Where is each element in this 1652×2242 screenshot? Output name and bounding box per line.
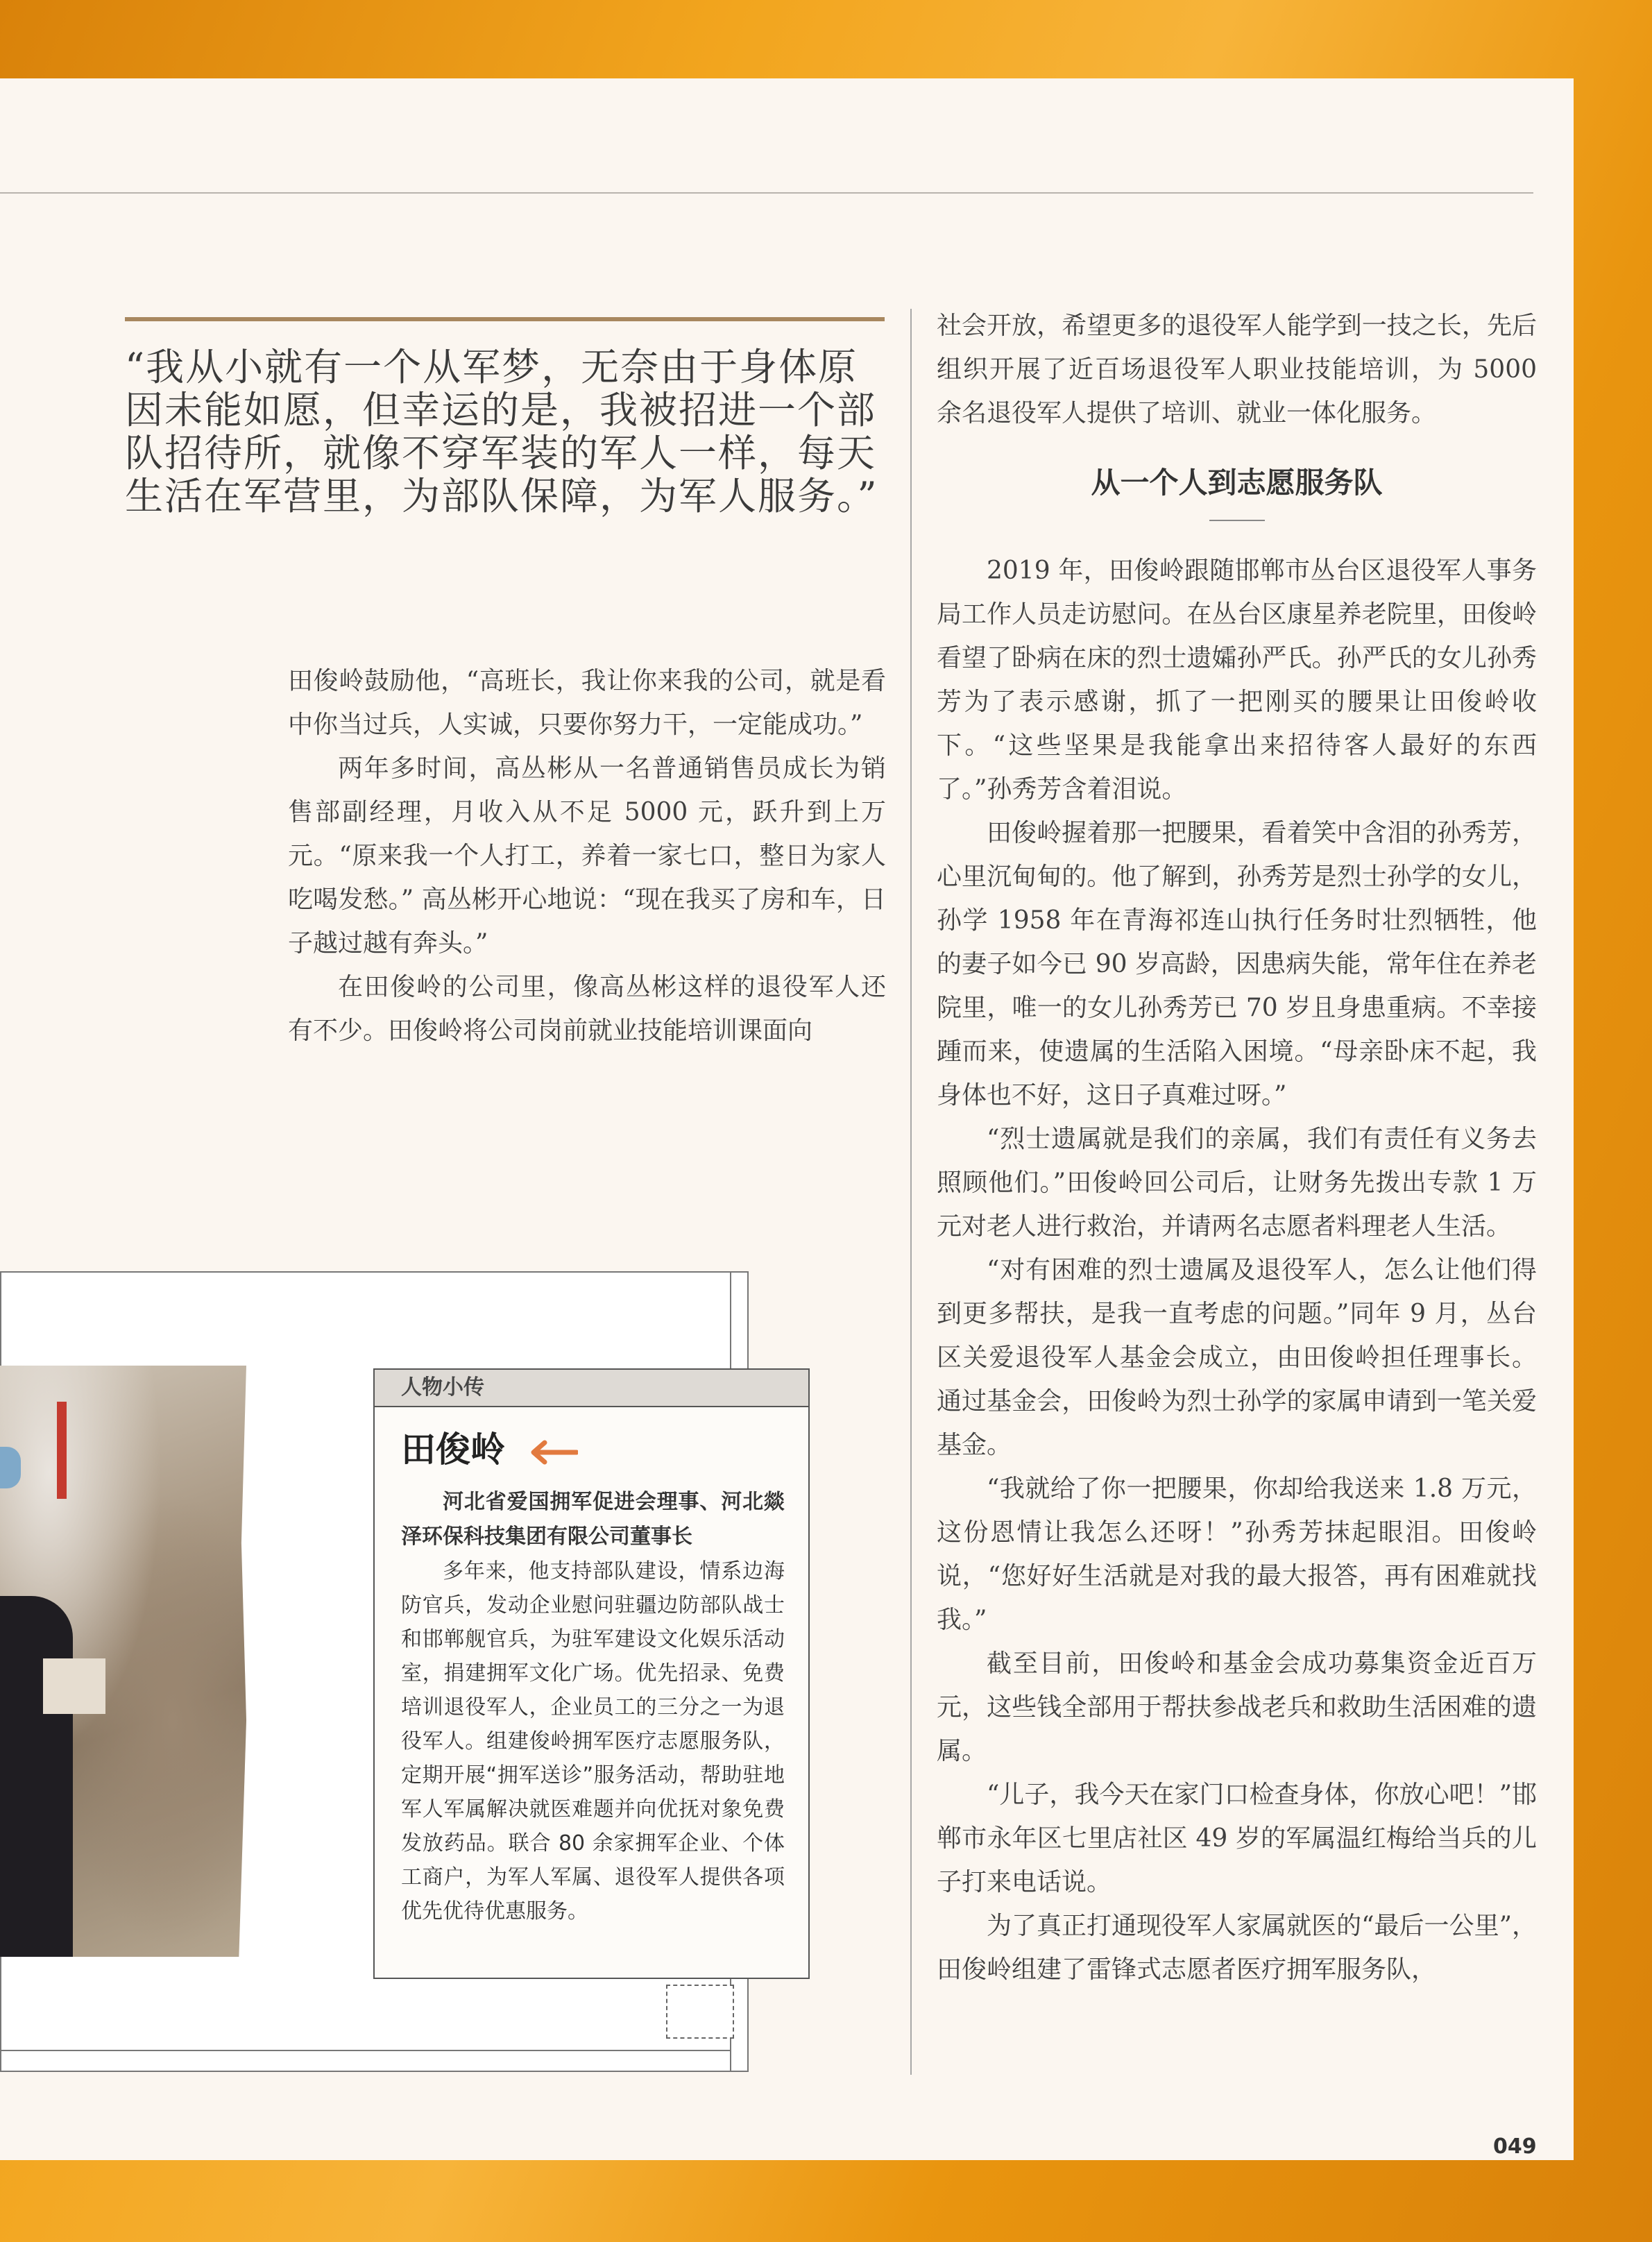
top-divider bbox=[0, 192, 1533, 194]
column-divider bbox=[910, 309, 912, 2075]
section-rule bbox=[1209, 520, 1265, 521]
paragraph: 田俊岭握着那一把腰果，看着笑中含泪的孙秀芳，心里沉甸甸的。他了解到，孙秀芳是烈士孙学的女儿，孙学 1958 年在青海祁连山执行任务时壮烈牺牲，他的妻子如今已 90 岁高龄，因患病失能，常年住在养老院里，唯一的女儿孙秀芳已 70 岁且身患重病。不幸接踵而来，使遗属的生活陷入困境。“母亲卧床不起，我身体也不好，这日子真难过呀。” bbox=[937, 819, 1537, 1110]
pull-quote: “我从小就有一个从军梦，无奈由于身体原因未能如愿，但幸运的是，我被招进一个部队招待所，就像不穿军装的军人一样，每天生活在军营里，为部队保障，为军人服务。” bbox=[125, 345, 878, 518]
paragraph: 截至目前，田俊岭和基金会成功募集资金近百万元，这些钱全部用于帮扶参战老兵和救助生活困难的遗属。 bbox=[937, 1649, 1537, 1765]
middle-column bbox=[288, 659, 886, 1053]
left-arrow-icon bbox=[529, 1440, 578, 1465]
photo-figure-detail bbox=[0, 1596, 73, 1957]
bio-text: 多年来，他支持部队建设，情系边海防官兵，发动企业慰问驻疆边防部队战士和邯郸舰官兵，为驻军建设文化娱乐活动室，捐建拥军文化广场。优先招录、免费培训退役军人，企业员工的三分之一为退役军人。组建俊岭拥军医疗志愿服务队，定期开展“拥军送诊”服务活动，帮助驻地军人军属解决就医难题并向优抚对象免费发放药品。联合 80 余家拥军企业、个体工商户，为军人军属、退役军人提供各项优先优待优惠服务。 bbox=[401, 1559, 785, 1923]
page-number: 049 bbox=[1493, 2134, 1537, 2159]
photo-flag-detail bbox=[57, 1402, 67, 1499]
photo-box-detail bbox=[43, 1658, 105, 1714]
paragraph: 社会开放，希望更多的退役军人能学到一技之长，先后组织开展了近百场退役军人职业技能培训，为 5000 余名退役军人提供了培训、就业一体化服务。 bbox=[937, 312, 1537, 427]
bio-name-row bbox=[375, 1425, 808, 1474]
paragraph: 两年多时间，高丛彬从一名普通销售员成长为销售部副经理，月收入从不足 5000 元，跃升到上万元。“原来我一个人打工，养着一家七口，整日为家人吃喝发愁。” 高丛彬开心地说：“现在我买了房和车，日子越过越有奔头。” bbox=[288, 754, 886, 958]
paragraph: 田俊岭鼓励他，“高班长，我让你来我的公司，就是看中你当过兵，人实诚，只要你努力干，一定能成功。” bbox=[288, 667, 886, 739]
section-title: 从一个人到志愿服务队 bbox=[1091, 466, 1383, 500]
paragraph: “我就给了你一把腰果，你却给我送来 1.8 万元，这份恩情让我怎么还呀！”孙秀芳抹起眼泪。田俊岭说，“您好好生活就是对我的最大报答，再有困难就找我。” bbox=[937, 1475, 1537, 1634]
paragraph: “儿子，我今天在家门口检查身体，你放心吧！”邯郸市永年区七里店社区 49 岁的军属温红梅给当兵的儿子打来电话说。 bbox=[937, 1781, 1537, 1896]
paragraph: 在田俊岭的公司里，像高丛彬这样的退役军人还有不少。田俊岭将公司岗前就业技能培训课面向 bbox=[288, 973, 886, 1045]
bio-corner-note bbox=[666, 1985, 734, 2039]
photo-mask-detail bbox=[0, 1447, 21, 1488]
bio-title: 河北省爱国拥军促进会理事、河北燚泽环保科技集团有限公司董事长 bbox=[401, 1490, 785, 1549]
paragraph: “烈士遗属就是我们的亲属，我们有责任有义务去照顾他们。”田俊岭回公司后，让财务先拨出专款 1 万元对老人进行救治，并请两名志愿者料理老人生活。 bbox=[937, 1125, 1537, 1241]
bio-header: 人物小传 bbox=[375, 1370, 808, 1407]
pull-quote-rule bbox=[125, 317, 885, 321]
paragraph: 2019 年，田俊岭跟随邯郸市丛台区退役军人事务局工作人员走访慰问。在丛台区康星养老院里，田俊岭看望了卧病在床的烈士遗孀孙严氏。孙严氏的女儿孙秀芳为了表示感谢，抓了一把刚买的腰果让田俊岭收下。“这些坚果是我能拿出来招待客人最好的东西了。”孙秀芳含着泪说。 bbox=[937, 557, 1537, 804]
paragraph: 为了真正打通现役军人家属就医的“最后一公里”，田俊岭组建了雷锋式志愿者医疗拥军服务队， bbox=[937, 1912, 1537, 1984]
paragraph: “对有困难的烈士遗属及退役军人，怎么让他们得到更多帮扶，是我一直考虑的问题。”同年 9 月，丛台区关爱退役军人基金会成立，由田俊岭担任理事长。 通过基金会，田俊岭为烈士孙学的家属申请到一笔关爱基金。 bbox=[937, 1256, 1537, 1459]
bio-card bbox=[373, 1368, 810, 1979]
bio-name: 田俊岭 bbox=[401, 1429, 505, 1470]
right-column bbox=[937, 304, 1537, 1992]
